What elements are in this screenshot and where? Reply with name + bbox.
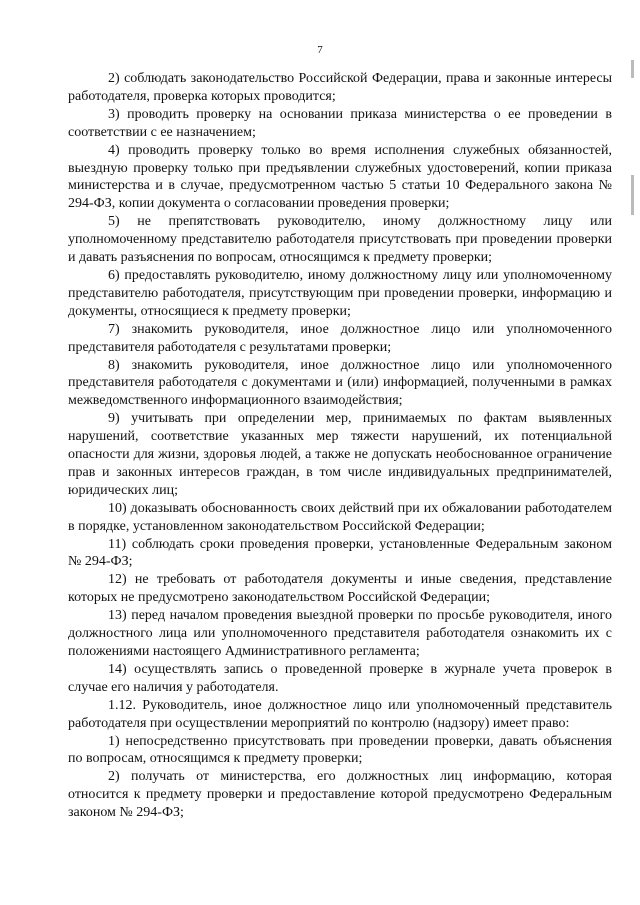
paragraph-duty-9: 9) учитывать при определении мер, принимаемых по фактам выявленных нарушений, соответствие указанных мер тяжести нарушений, их потенциальной опасности для жизни, здоровья людей, а также не допускать необоснованное ограничение прав и законных интересов граждан, в том числе индивидуальных предпринимателей, юридических лиц;: [68, 411, 612, 498]
scan-margin-mark: [631, 175, 634, 215]
paragraph-duty-2: 2) соблюдать законодательство Российской Федерации, права и законные интересы работодателя, проверка которых проводится;: [68, 71, 612, 104]
paragraph-duty-8: 8) знакомить руководителя, иное должностное лицо или уполномоченного представителя работодателя с документами и (или) информацией, полученными в рамках межведомственного информационного взаимодействия;: [68, 357, 612, 409]
paragraph-duty-13: 13) перед началом проведения выездной проверки по просьбе руководителя, иного должностного лица или уполномоченного представителя работодателя ознакомить их с положениями настоящего Административного регламента;: [68, 608, 612, 659]
paragraph-right-1: 1) непосредственно присутствовать при проведении проверки, давать объяснения по вопросам, относящимся к предмету проверки;: [68, 733, 612, 767]
page-number: 7: [317, 44, 323, 56]
paragraph-section-1-12: 1.12. Руководитель, иное должностное лицо или уполномоченный представитель работодателя при осуществлении мероприятий по контролю (надзору) имеет право:: [68, 697, 612, 731]
document-body: [68, 70, 612, 822]
paragraph-duty-5: 5) не препятствовать руководителю, иному должностному лицу или уполномоченному представителю работодателя присутствовать при проведении проверки и давать разъяснения по вопросам, относящимся к предмету проверки;: [68, 214, 612, 266]
paragraph-right-2: 2) получать от министерства, его должностных лиц информацию, которая относится к предмету проверки и предоставление которой предусмотрено Федеральным законом № 294-ФЗ;: [68, 769, 612, 821]
paragraph-duty-10: 10) доказывать обоснованность своих действий при их обжаловании работодателем в порядке, установленном законодательством Российской Федерации;: [68, 500, 612, 534]
paragraph-duty-7: 7) знакомить руководителя, иное должностное лицо или уполномоченного представителя работодателя с результатами проверки;: [68, 321, 612, 355]
paragraph-duty-12: 12) не требовать от работодателя документы и иные сведения, представление которых не предусмотрено законодательством Российской Федерации;: [68, 572, 612, 606]
paragraph-duty-11: 11) соблюдать сроки проведения проверки, установленные Федеральным законом № 294-ФЗ;: [68, 536, 612, 570]
scan-margin-mark: [631, 60, 634, 78]
paragraph-duty-14: 14) осуществлять запись о проведенной проверке в журнале учета проверок в случае его наличия у работодателя.: [68, 661, 612, 695]
paragraph-duty-6: 6) предоставлять руководителю, иному должностному лицу или уполномоченному представителю работодателя, присутствующим при проведении проверки, информацию и документы, относящиеся к предмету проверки;: [68, 267, 612, 319]
paragraph-duty-4: 4) проводить проверку только во время исполнения служебных обязанностей, выездную проверку только при предъявлении служебных удостоверений, копии приказа министерства и в случае, предусмотренном частью 5 статьи 10 Федерального закона № 294-ФЗ, копии документа о согласовании проведения проверки;: [68, 142, 612, 212]
paragraph-duty-3: 3) проводить проверку на основании приказа министерства о ее проведении в соответствии с ее назначением;: [68, 106, 612, 140]
